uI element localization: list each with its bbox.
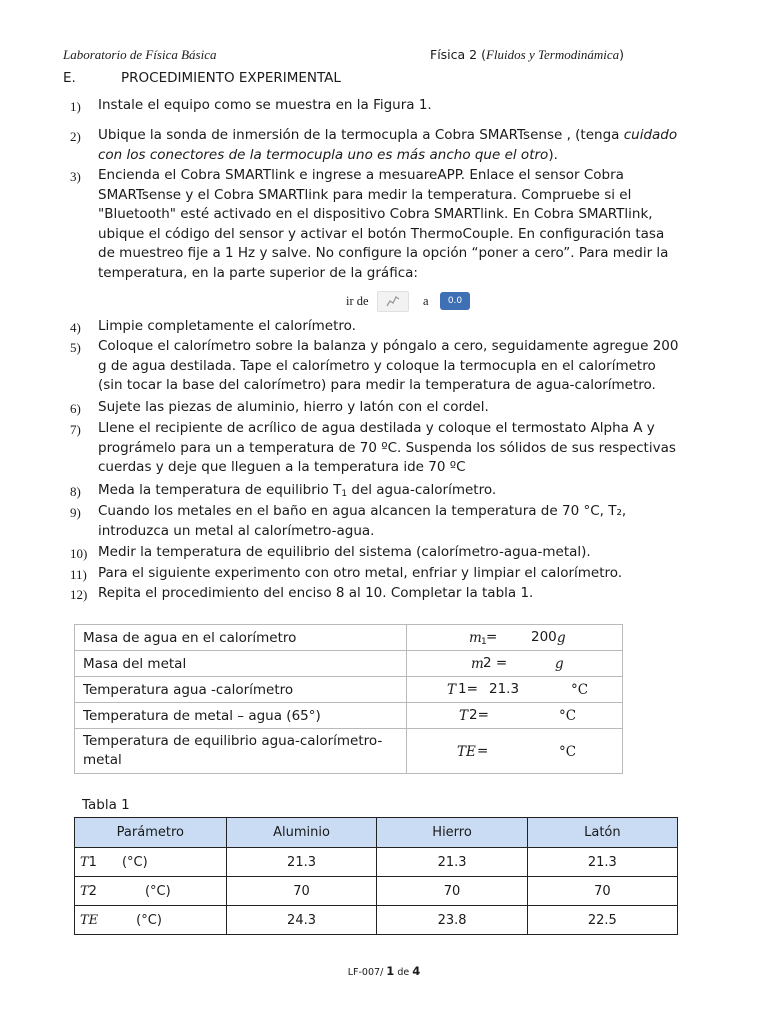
toolbar-to-label: a	[423, 294, 429, 308]
step-number: 8)	[70, 484, 81, 499]
param-value-cell: m 2 = g	[407, 651, 623, 677]
step-number: 7)	[70, 422, 81, 437]
value-cell: 24.3	[226, 906, 377, 935]
step-text: Medir la temperatura de equilibrio del sistema (calorímetro-agua-metal).	[98, 544, 591, 560]
param-value-cell: TE = °C	[407, 729, 623, 774]
step-number: 2)	[70, 129, 81, 144]
param-value-cell: m 1 = 200 g	[407, 625, 623, 651]
param-label: Masa del metal	[75, 651, 407, 677]
section-letter: E.	[63, 70, 76, 86]
table-row	[75, 848, 678, 877]
header-lab-title: Laboratorio de Física Básica	[63, 47, 217, 62]
table-row	[75, 703, 623, 729]
param-value: 21.3	[489, 681, 520, 697]
line-graph-icon	[377, 291, 409, 312]
param-label: Masa de agua en el calorímetro	[75, 625, 407, 651]
step-emphasis: cuidado con los conectores de la termocupla uno es más ancho que el otro	[98, 127, 678, 163]
section-heading	[63, 70, 341, 86]
table-header-row	[75, 818, 678, 848]
column-header: Aluminio	[226, 818, 377, 848]
table-row	[75, 625, 623, 651]
step-number: 10)	[70, 546, 88, 561]
step-text: Llene el recipiente de acrílico de agua destilada y coloque el termostato Alpha A y prográmelo para un a temperatura de 70 ºC. Suspenda los sólidos de sus respectivas cuerdas y deje que lleguen a la temperatura ide 70 ºC	[98, 420, 676, 476]
step-number: 12)	[70, 587, 88, 602]
step-text: Meda la temperatura de equilibrio $T_1$ del agua-calorímetro.	[98, 482, 497, 499]
value-cell: 70	[226, 877, 377, 906]
step-text: Encienda el Cobra SMARTlink e ingrese a mesuareAPP. Enlace el sensor Cobra SMARTsense y el Cobra SMARTlink para medir la temperatura. Compruebe si el "Bluetooth" esté activado en el dispositivo Cobra SMARTlink. En Cobra SMARTlink, ubique el código del sensor y activar el botón ThermoCouple. En configuración tasa de muestreo fije a 1 Hz y salve. No configure la opción “poner a cero”. Para medir la temperatura, en la parte superior de la gráfica:	[98, 167, 669, 281]
step-text: Repita el procedimiento del enciso 8 al 10. Completar la tabla 1.	[98, 585, 534, 601]
step-number: 6)	[70, 401, 81, 416]
value-cell: 22.5	[527, 906, 677, 935]
value-cell: 21.3	[377, 848, 527, 877]
table-row	[75, 729, 623, 774]
value-cell: 70	[527, 877, 677, 906]
step-text: Ubique la sonda de inmersión de la termocupla a Cobra SMARTsense , (tenga cuidado con los conectores de la termocupla uno es más ancho que el otro).	[98, 127, 678, 163]
column-header: Parámetro	[75, 818, 227, 848]
step-text: Instale el equipo como se muestra en la Figura 1.	[98, 97, 432, 113]
step-text: Coloque el calorímetro sobre la balanza y póngalo a cero, seguidamente agregue 200 g de agua destilada. Tape el calorímetro y coloque la termocupla en el calorímetro (sin tocar la base del calorímetro) para medir la temperatura de agua-calorímetro.	[98, 338, 679, 394]
value-cell: 23.8	[377, 906, 527, 935]
param-label: Temperatura agua -calorímetro	[75, 677, 407, 703]
step-number: 11)	[70, 567, 87, 582]
param-label: Temperatura de equilibrio agua-calorímetro-metal	[75, 729, 407, 774]
param-value: 200	[531, 629, 557, 645]
param-value-cell: T 2= °C	[407, 703, 623, 729]
toolbar-from-label: ir de	[346, 294, 369, 308]
column-header: Hierro	[377, 818, 527, 848]
value-cell: 70	[377, 877, 527, 906]
param-cell: T2 (°C)	[75, 877, 227, 906]
table-row	[75, 906, 678, 935]
parameters-table	[74, 624, 623, 774]
table-row	[75, 877, 678, 906]
param-value-cell: T 1= 21.3 °C	[407, 677, 623, 703]
param-label: Temperatura de metal – agua (65°)	[75, 703, 407, 729]
value-cell: 21.3	[226, 848, 377, 877]
step-number: 3)	[70, 169, 81, 184]
param-cell: TE (°C)	[75, 906, 227, 935]
step-text: Sujete las piezas de aluminio, hierro y latón con el cordel.	[98, 399, 489, 415]
step-text: Para el siguiente experimento con otro metal, enfriar y limpiar el calorímetro.	[98, 565, 623, 581]
value-cell: 21.3	[527, 848, 677, 877]
step-text: Cuando los metales en el baño en agua alcancen la temperatura de 70 °C, T₂, introduzca un metal al calorímetro-agua.	[98, 503, 627, 539]
table-row	[75, 677, 623, 703]
step-number: 9)	[70, 505, 81, 520]
step-text: Limpie completamente el calorímetro.	[98, 318, 356, 334]
section-title: PROCEDIMIENTO EXPERIMENTAL	[121, 70, 341, 86]
step-number: 5)	[70, 340, 81, 355]
param-cell: T1 (°C)	[75, 848, 227, 877]
results-table	[74, 817, 678, 935]
column-header: Latón	[527, 818, 677, 848]
header-course-title: Física 2 (Fluidos y Termodinámica)	[430, 47, 624, 62]
page-footer: LF-007/ 1 de 4	[347, 964, 421, 978]
step-number: 4)	[70, 320, 81, 335]
table-caption: Tabla 1	[82, 797, 130, 813]
table-row	[75, 651, 623, 677]
value-button: 0.0	[440, 292, 470, 310]
step-number: 1)	[70, 99, 81, 114]
